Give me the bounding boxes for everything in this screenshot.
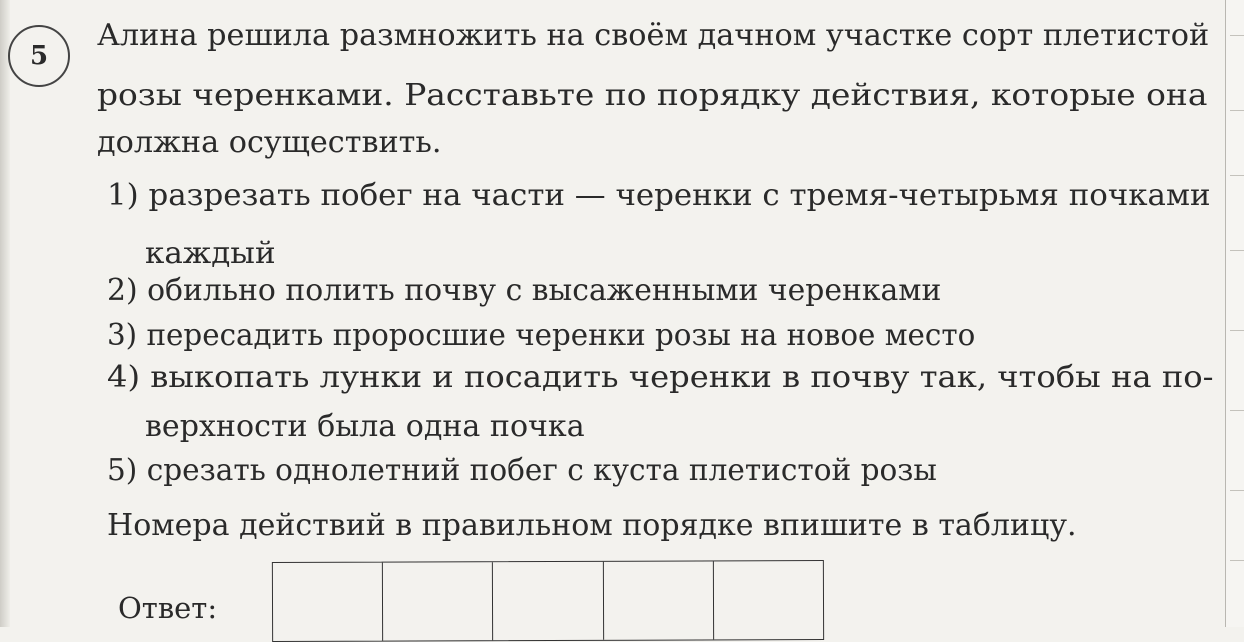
option-line: 5) срезать однолетний побег с куста плетистой розы xyxy=(107,453,937,488)
answer-cell[interactable] xyxy=(603,561,713,639)
option-line: 3) пересадить проросшие черенки розы на новое место xyxy=(107,318,976,353)
task-number-badge: 5 xyxy=(8,25,70,87)
page-right-margin xyxy=(1225,0,1244,627)
option-line: 4) выкопать лунки и посадить черенки в почву так, чтобы на по- xyxy=(107,360,1214,395)
question-line: Алина решила размножить на своём дачном участке сорт плетистой xyxy=(97,18,1210,53)
question-line: должна осуществить. xyxy=(97,125,442,160)
option-line: 2) обильно полить почву с высаженными черенками xyxy=(107,273,942,308)
option-line: 1) разрезать побег на части — черенки с тремя-четырьмя почками xyxy=(107,178,1211,213)
answer-cell[interactable] xyxy=(714,561,823,639)
answer-cell[interactable] xyxy=(273,563,383,641)
margin-tick xyxy=(1230,175,1244,176)
instruction-text: Номера действий в правильном порядке впишите в таблицу. xyxy=(107,508,1077,543)
option-line: каждый xyxy=(145,236,276,271)
option-line: верхности была одна почка xyxy=(145,409,585,444)
margin-tick xyxy=(1230,560,1244,561)
answer-label: Ответ: xyxy=(118,591,218,625)
margin-tick xyxy=(1230,250,1244,251)
margin-tick xyxy=(1230,35,1244,36)
margin-tick xyxy=(1230,490,1244,491)
answer-cell[interactable] xyxy=(493,562,603,640)
margin-tick xyxy=(1230,330,1244,331)
page-left-edge xyxy=(0,0,10,627)
margin-tick xyxy=(1230,110,1244,111)
answer-cell[interactable] xyxy=(383,562,493,640)
margin-tick xyxy=(1230,410,1244,411)
question-line: розы черенками. Расставьте по порядку действия, которые она xyxy=(97,78,1208,113)
answer-table xyxy=(272,560,824,642)
